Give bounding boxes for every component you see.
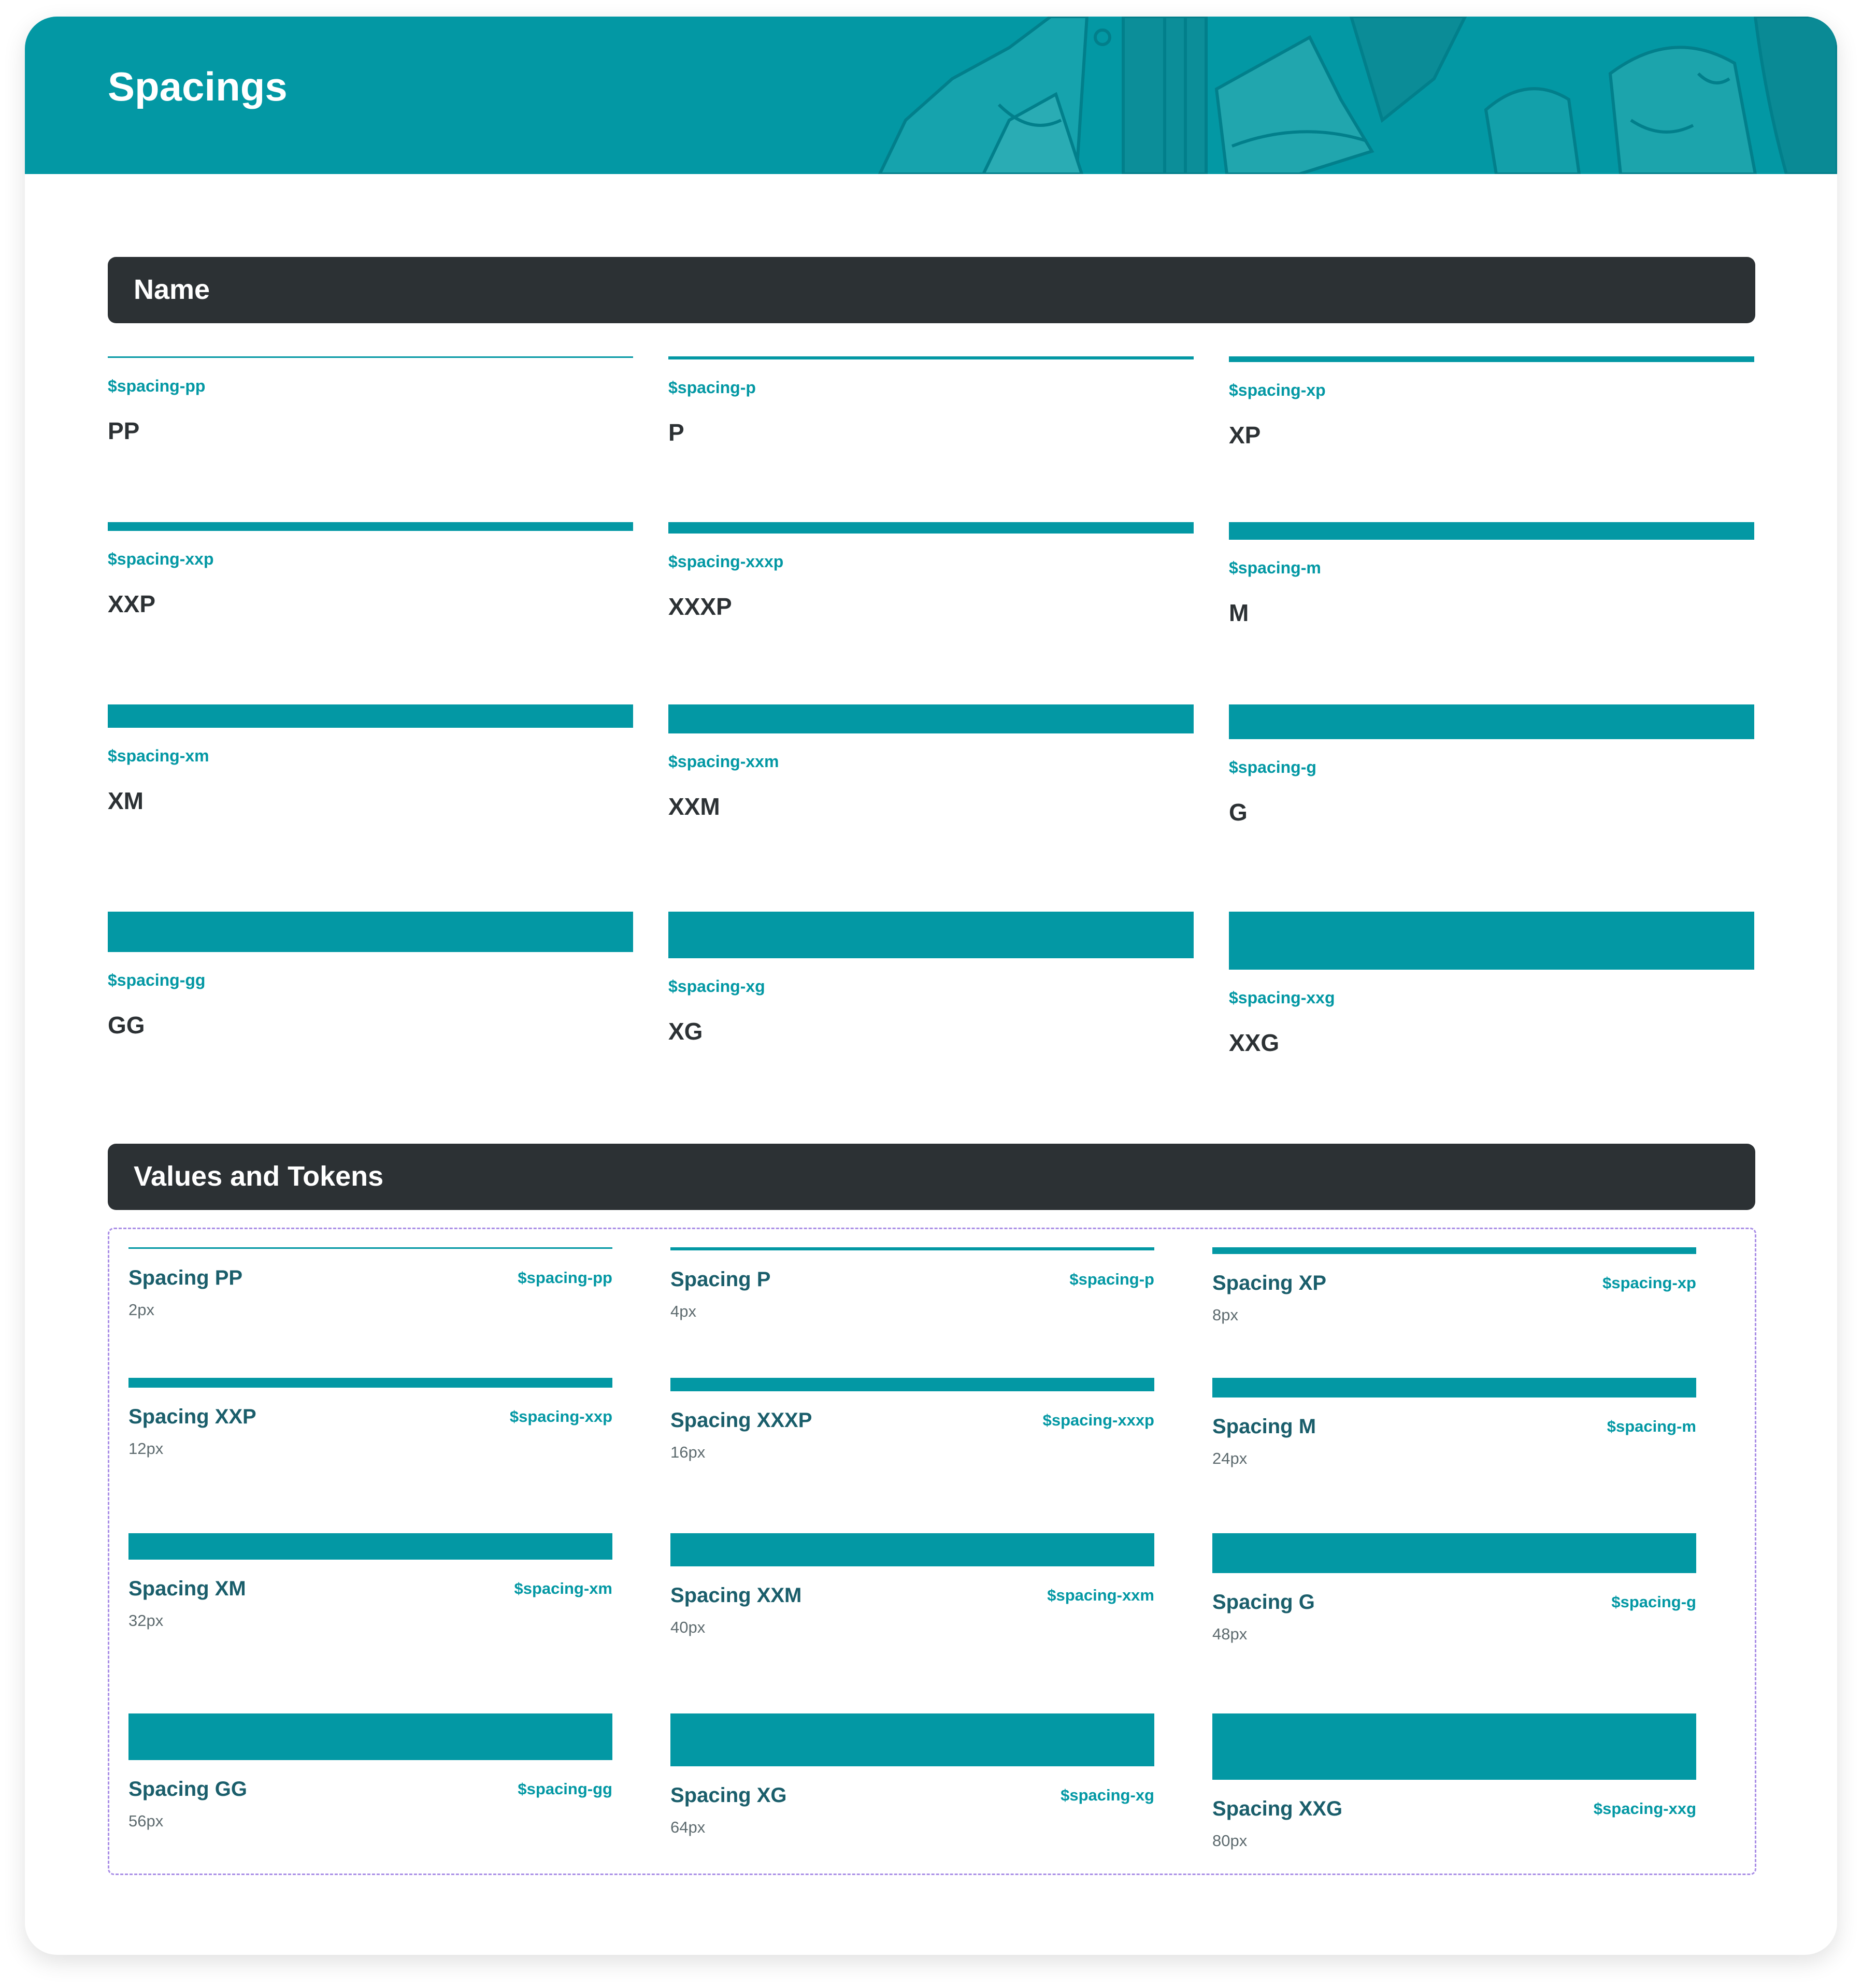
size-name: P xyxy=(668,419,684,446)
token-label: $spacing-xp xyxy=(1229,381,1326,400)
token-label: $spacing-g xyxy=(1611,1592,1696,1611)
value-item xyxy=(128,1533,612,1630)
name-item xyxy=(108,704,633,814)
spacing-bar xyxy=(670,1247,1154,1250)
name-item xyxy=(1229,356,1754,449)
spacing-value: 80px xyxy=(1212,1832,1248,1850)
spacing-label: Spacing XP xyxy=(1212,1271,1327,1294)
size-name: XM xyxy=(108,787,144,814)
spacing-value: 12px xyxy=(128,1439,164,1458)
spacing-bar xyxy=(128,1713,612,1760)
spacing-label: Spacing P xyxy=(670,1268,771,1291)
token-label: $spacing-p xyxy=(1069,1270,1154,1289)
spacing-bar xyxy=(1229,522,1754,540)
spacing-label: Spacing XG xyxy=(670,1784,787,1807)
section-title-values: Values and Tokens xyxy=(134,1161,384,1192)
spacing-value: 2px xyxy=(128,1301,154,1319)
value-item xyxy=(670,1247,1154,1321)
token-label: $spacing-g xyxy=(1229,758,1316,777)
name-item xyxy=(1229,912,1754,1056)
name-item xyxy=(1229,522,1754,626)
token-label: $spacing-xp xyxy=(1602,1273,1696,1292)
size-name: XXXP xyxy=(668,593,732,621)
spacing-bar xyxy=(1212,1247,1696,1254)
spacing-label: Spacing XM xyxy=(128,1577,246,1601)
token-label: $spacing-p xyxy=(668,378,756,397)
value-item xyxy=(1212,1247,1696,1324)
token-label: $spacing-xg xyxy=(668,976,765,996)
spacing-bar xyxy=(1229,704,1754,739)
spacing-label: Spacing M xyxy=(1212,1415,1316,1438)
spacing-bar xyxy=(668,522,1194,534)
size-name: M xyxy=(1229,599,1249,626)
spacing-value: 16px xyxy=(670,1443,706,1461)
spacing-bar xyxy=(668,912,1194,958)
name-item xyxy=(108,912,633,1039)
spacings-card xyxy=(25,17,1837,1955)
spacing-label: Spacing XXM xyxy=(670,1584,802,1607)
value-item xyxy=(1212,1378,1696,1468)
value-item xyxy=(128,1378,612,1458)
token-label: $spacing-xxm xyxy=(1047,1586,1154,1604)
spacing-bar xyxy=(1212,1533,1696,1573)
name-item xyxy=(668,522,1194,621)
token-label: $spacing-xxm xyxy=(668,752,779,771)
section-header-values xyxy=(108,1144,1755,1210)
token-label: $spacing-xxg xyxy=(1593,1799,1696,1818)
token-label: $spacing-pp xyxy=(518,1269,612,1287)
section-header-name xyxy=(108,257,1755,323)
header-illustration xyxy=(25,17,1837,174)
spacing-bar xyxy=(1229,356,1754,362)
spacing-value: 48px xyxy=(1212,1624,1248,1643)
token-label: $spacing-xg xyxy=(1061,1786,1154,1805)
spacing-bar xyxy=(670,1533,1154,1566)
size-name: G xyxy=(1229,799,1248,826)
spacing-bar xyxy=(670,1378,1154,1391)
spacing-bar xyxy=(128,1247,612,1249)
value-item xyxy=(128,1247,612,1319)
token-label: $spacing-pp xyxy=(108,376,206,395)
spacing-value: 8px xyxy=(1212,1305,1238,1324)
spacing-bar xyxy=(668,704,1194,733)
size-name: PP xyxy=(108,417,140,444)
spacing-label: Spacing PP xyxy=(128,1266,243,1290)
size-name: XXP xyxy=(108,590,156,617)
value-item xyxy=(1212,1713,1696,1850)
name-item xyxy=(108,356,633,444)
name-item xyxy=(668,704,1194,820)
spacing-bar xyxy=(1212,1713,1696,1780)
token-label: $spacing-m xyxy=(1607,1417,1696,1436)
token-label: $spacing-xxp xyxy=(108,549,214,568)
spacing-bar xyxy=(108,522,633,531)
page-header xyxy=(25,17,1837,174)
spacing-bar xyxy=(668,356,1194,359)
size-name: XP xyxy=(1229,422,1261,449)
page-title: Spacings xyxy=(108,64,288,109)
name-item xyxy=(668,356,1194,446)
spacing-value: 4px xyxy=(670,1302,696,1321)
section-title-name: Name xyxy=(134,274,210,305)
spacing-bar xyxy=(108,704,633,728)
name-item xyxy=(668,912,1194,1045)
value-item xyxy=(670,1533,1154,1636)
spacing-value: 24px xyxy=(1212,1449,1248,1468)
size-name: XG xyxy=(668,1017,703,1045)
spacing-bar xyxy=(108,912,633,952)
size-name: XXM xyxy=(668,793,720,820)
spacing-value: 32px xyxy=(128,1611,164,1630)
spacing-label: Spacing XXG xyxy=(1212,1797,1343,1820)
spacing-value: 64px xyxy=(670,1818,706,1837)
token-label: $spacing-xm xyxy=(108,746,209,765)
size-name: GG xyxy=(108,1012,145,1039)
name-item xyxy=(108,522,633,617)
spacing-bar xyxy=(108,356,633,358)
token-label: $spacing-xm xyxy=(514,1579,612,1598)
size-name: XXG xyxy=(1229,1029,1280,1056)
spacing-value: 40px xyxy=(670,1618,706,1636)
spacing-bar xyxy=(128,1533,612,1560)
spacing-label: Spacing G xyxy=(1212,1590,1315,1614)
name-item xyxy=(1229,704,1754,826)
spacing-bar xyxy=(1229,912,1754,970)
spacing-bar xyxy=(1212,1378,1696,1398)
value-item xyxy=(670,1378,1154,1461)
spacing-label: Spacing GG xyxy=(128,1777,247,1800)
spacing-value: 56px xyxy=(128,1811,164,1830)
spacing-bar xyxy=(670,1713,1154,1766)
token-label: $spacing-m xyxy=(1229,558,1321,577)
value-item xyxy=(1212,1533,1696,1643)
token-label: $spacing-gg xyxy=(108,971,206,990)
token-label: $spacing-xxg xyxy=(1229,988,1335,1007)
spacing-label: Spacing XXP xyxy=(128,1405,256,1429)
token-label: $spacing-xxp xyxy=(509,1407,612,1426)
value-item xyxy=(128,1713,612,1830)
spacing-label: Spacing XXXP xyxy=(670,1408,812,1432)
value-item xyxy=(670,1713,1154,1837)
token-label: $spacing-xxxp xyxy=(668,552,784,571)
spacing-bar xyxy=(128,1378,612,1388)
token-label: $spacing-xxxp xyxy=(1042,1410,1154,1429)
token-label: $spacing-gg xyxy=(518,1779,612,1798)
